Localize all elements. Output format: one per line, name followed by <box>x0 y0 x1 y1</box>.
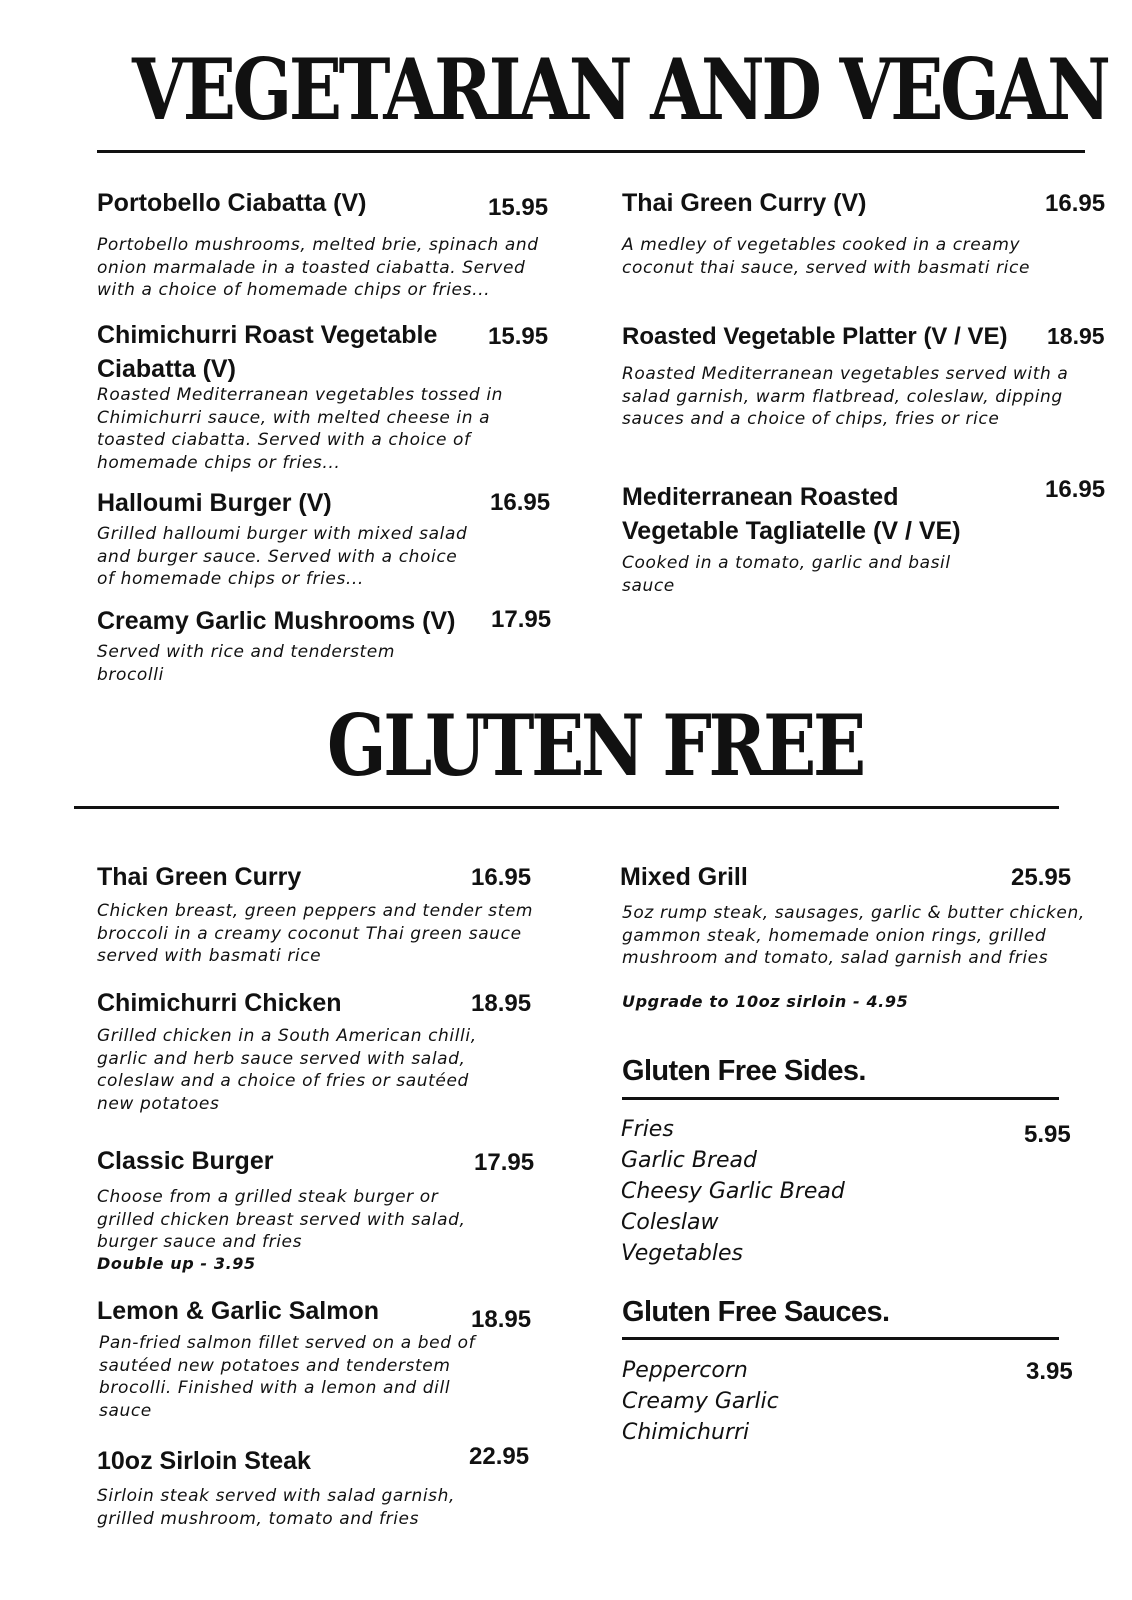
menu-item-description: Roasted Mediterranean vegetables served with a salad garnish, warm flatbread, coleslaw, dipping sauces and a choice of chips, fries or rice <box>622 364 1069 429</box>
menu-item-name: Halloumi Burger (V) <box>97 489 332 517</box>
menu-item-name: Thai Green Curry (V) <box>622 189 867 217</box>
menu-item-description: Cooked in a tomato, garlic and basil sauce <box>622 553 951 596</box>
menu-item-name: Lemon & Garlic Salmon <box>97 1297 380 1325</box>
menu-item-description: 5oz rump steak, sausages, garlic & butter chicken, gammon steak, homemade onion rings, grilled mushroom and tomato, salad garnish and fries <box>622 903 1085 968</box>
sauces-heading: Gluten Free Sauces. <box>622 1296 890 1328</box>
menu-item-description: Served with rice and tenderstem brocolli <box>97 642 396 685</box>
menu-item-price: 16.95 <box>471 864 532 891</box>
menu-item-name: Creamy Garlic Mushrooms (V) <box>97 607 456 635</box>
section-divider <box>74 806 1059 809</box>
menu-item-price: 17.95 <box>491 606 552 633</box>
menu-item-price: 22.95 <box>469 1443 530 1470</box>
sides-list <box>621 1114 845 1269</box>
side-item: Vegetables <box>621 1241 743 1266</box>
menu-item-price: 18.95 <box>471 990 532 1017</box>
menu-item-price: 18.95 <box>471 1306 532 1333</box>
sides-heading: Gluten Free Sides. <box>622 1055 866 1087</box>
menu-item-name: Classic Burger <box>97 1147 274 1175</box>
menu-item-description: Sirloin steak served with salad garnish, grilled mushroom, tomato and fries <box>97 1486 456 1529</box>
menu-item-name: Chimichurri Roast Vegetable Ciabatta (V) <box>97 321 438 383</box>
menu-item-price: 16.95 <box>490 489 551 516</box>
menu-item-description: A medley of vegetables cooked in a creamy coconut thai sauce, served with basmati rice <box>622 235 1031 278</box>
menu-item-description: Portobello mushrooms, melted brie, spinach and onion marmalade in a toasted ciabatta. Served with a choice of homemade chips or fries... <box>97 235 539 300</box>
side-item: Cheesy Garlic Bread <box>621 1179 845 1204</box>
menu-item-note: Upgrade to 10oz sirloin - 4.95 <box>622 992 909 1011</box>
section-title-gluten-free: GLUTEN FREE <box>327 696 863 795</box>
menu-item-description: Chicken breast, green peppers and tender stem broccoli in a creamy coconut Thai green sauce served with basmati rice <box>97 901 534 966</box>
menu-item-name: Mixed Grill <box>620 863 748 891</box>
menu-item-name: Chimichurri Chicken <box>97 989 342 1017</box>
sides-divider <box>622 1097 1059 1100</box>
menu-item-price: 18.95 <box>1047 323 1105 349</box>
side-item: Fries <box>621 1117 674 1142</box>
side-item: Coleslaw <box>621 1210 719 1235</box>
sauce-item: Creamy Garlic <box>622 1389 779 1414</box>
menu-item-description: Roasted Mediterranean vegetables tossed in Chimichurri sauce, with melted cheese in a toasted ciabatta. Served with a choice of homemade chips or fries... <box>97 385 504 473</box>
menu-item-price: 16.95 <box>1045 190 1106 217</box>
sauces-price: 3.95 <box>1026 1358 1073 1385</box>
sauces-divider <box>622 1337 1059 1340</box>
side-item: Garlic Bread <box>621 1148 758 1173</box>
menu-item-name: Portobello Ciabatta (V) <box>97 189 367 217</box>
section-divider <box>97 150 1085 153</box>
sauce-item: Peppercorn <box>622 1358 748 1383</box>
menu-item-description: Choose from a grilled steak burger or grilled chicken breast served with salad, burger sauce and fries <box>97 1187 466 1252</box>
menu-item-price: 15.95 <box>488 323 549 350</box>
sides-price: 5.95 <box>1024 1121 1071 1148</box>
section-title-vegetarian: VEGETARIAN AND VEGAN <box>132 40 1108 139</box>
menu-item-price: 25.95 <box>1011 864 1072 891</box>
menu-item-name: Thai Green Curry <box>97 863 302 891</box>
menu-item-price: 17.95 <box>474 1149 535 1176</box>
menu-item-note: Double up - 3.95 <box>97 1254 256 1273</box>
sauce-item: Chimichurri <box>622 1420 750 1445</box>
menu-item-description: Grilled chicken in a South American chilli, garlic and herb sauce served with salad, coleslaw and a choice of fries or sautéed new potatoes <box>97 1026 477 1114</box>
menu-item-name: 10oz Sirloin Steak <box>97 1447 311 1475</box>
menu-item-price: 16.95 <box>1045 476 1106 503</box>
menu-item-description: Pan-fried salmon fillet served on a bed of sautéed new potatoes and tenderstem brocolli. Finished with a lemon and dill sauce <box>99 1333 476 1421</box>
sauces-list <box>622 1355 779 1448</box>
menu-item-price: 15.95 <box>488 194 549 221</box>
menu-item-name: Roasted Vegetable Platter (V / VE) <box>622 323 1008 350</box>
menu-item-description: Grilled halloumi burger with mixed salad and burger sauce. Served with a choice of homemade chips or fries... <box>97 524 468 589</box>
menu-item-name: Mediterranean Roasted Vegetable Tagliatelle (V / VE) <box>622 483 961 545</box>
